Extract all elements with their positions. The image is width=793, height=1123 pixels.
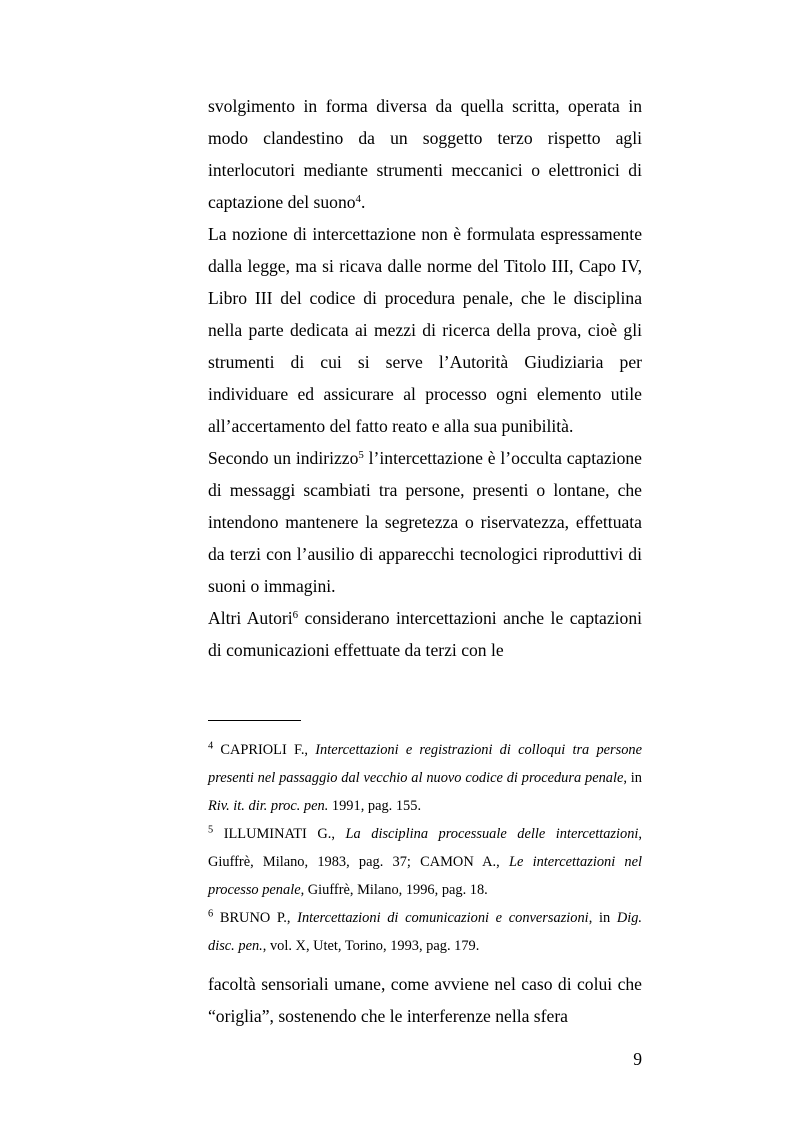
footnote-5: $^5$ ILLUMINATI G., La disciplina processuale delle intercettazioni, Giuffrè, Milano, 1983, pag. 37; CAMON A., Le intercettazioni nel processo penale, Giuffrè, Milano, 1996, pag. 18. <box>208 824 643 898</box>
footnote-separator <box>208 720 301 721</box>
main-text-bottom <box>208 968 642 1032</box>
paragraph-1: svolgimento in forma diversa da quella scritta, operata in modo clandestino da un soggetto terzo rispetto agli interlocutori mediante strumenti meccanici o elettronici di captazione del suono$^4$. <box>208 96 642 212</box>
footnote-ref-6: 6 <box>292 609 299 621</box>
footnote-ref-4: 4 <box>355 193 361 205</box>
paragraph-2: La nozione di intercettazione non è formulata espressamente dalla legge, ma si ricava dalle norme del Titolo III, Capo IV, Libro III del codice di procedura penale, che le disciplina nella parte dedicata ai mezzi di ricerca della prova, cioè gli strumenti di cui si serve l’Autorità Giudiziaria per individuare ed assicurare al processo ogni elemento utile all’accertamento del fatto reato e alla sua punibilità. <box>208 224 642 436</box>
paragraph-4: Altri Autori$^6$ considerano intercettazioni anche le captazioni di comunicazioni effettuate da terzi con le <box>208 608 642 660</box>
paragraph-5: facoltà sensoriali umane, come avviene nel caso di colui che “origlia”, sostenendo che le interferenze nella sfera <box>208 974 642 1026</box>
footnote-6: $^6$ BRUNO P., Intercettazioni di comunicazioni e conversazioni, in Dig. disc. pen., vol. X, Utet, Torino, 1993, pag. 179. <box>208 908 642 954</box>
page-number: 9 <box>633 1049 642 1069</box>
footnote-ref-5: 5 <box>358 449 364 461</box>
footnotes <box>208 736 642 960</box>
paragraph-3: Secondo un indirizzo$^5$ l’intercettazione è l’occulta captazione di messaggi scambiati tra persone, presenti o lontane, che intendono mantenere la segretezza o riservatezza, effettuata da terzi con l’ausilio di apparecchi tecnologici riproduttivi di suoni o immagini. <box>208 448 642 596</box>
footnote-4: $^4$ CAPRIOLI F., Intercettazioni e registrazioni di colloqui tra persone presenti nel passaggio dal vecchio al nuovo codice di procedura penale, in Riv. it. dir. proc. pen. 1991, pag. 155. <box>208 740 643 814</box>
main-text-top <box>208 90 642 666</box>
